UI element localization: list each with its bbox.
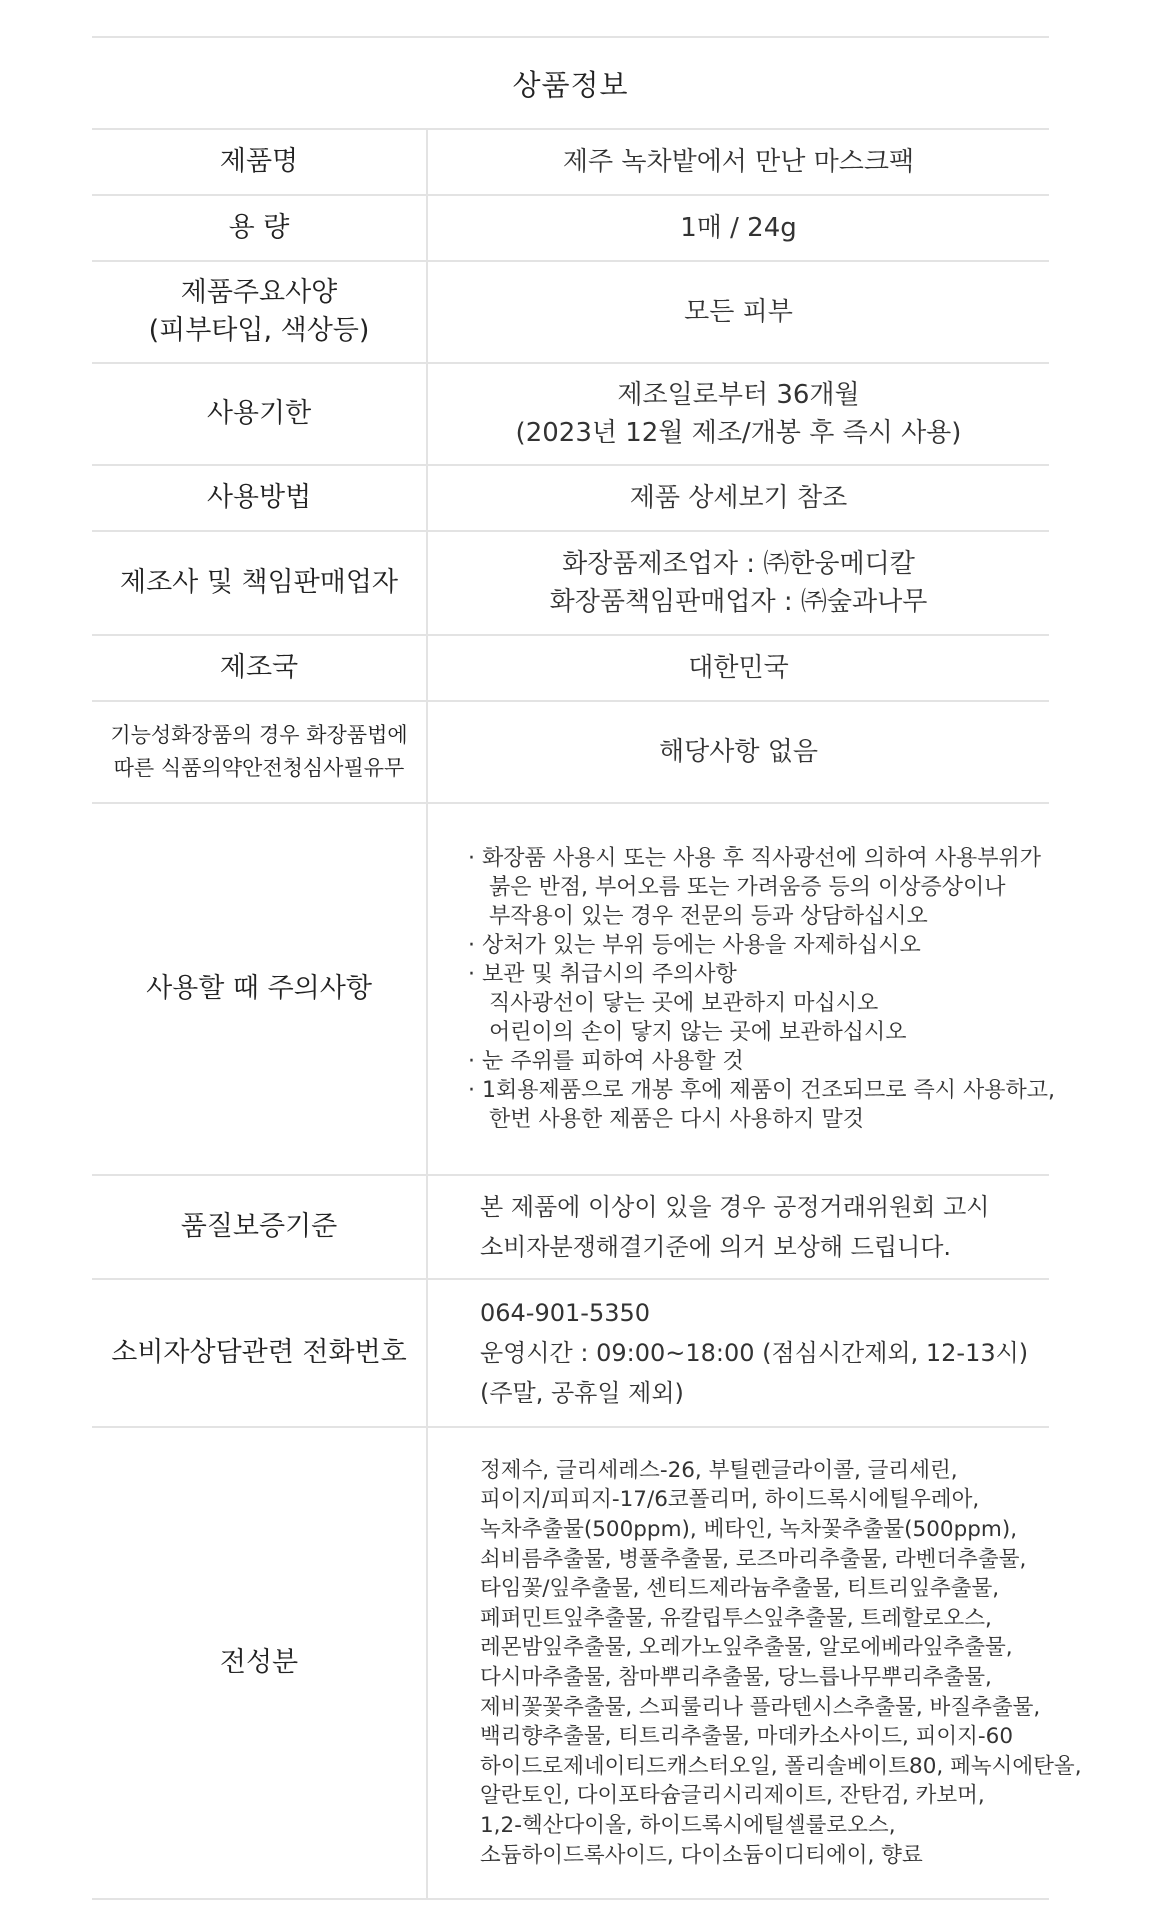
row-label: 사용방법 <box>92 466 428 530</box>
ingredient-line: 녹차추출물(500ppm), 베타인, 녹차꽃추출물(500ppm), <box>480 1517 1018 1543</box>
value-line: 소비자분쟁해결기준에 의거 보상해 드립니다. <box>480 1233 952 1261</box>
value-line: 1매 / 24g <box>680 213 797 243</box>
value-line: (주말, 공휴일 제외) <box>480 1379 684 1407</box>
row-cautions <box>92 804 1055 1176</box>
ingredient-line: 타임꽃/잎추출물, 센티드제라늄추출물, 티트리잎추출물, <box>480 1576 1000 1602</box>
ingredient-line: 하이드로제네이티드캐스터오일, 폴리솔베이트80, 페녹시에탄올, <box>480 1753 1082 1779</box>
value-line: 제주 녹차밭에서 만난 마스크팩 <box>562 147 915 177</box>
row-value <box>428 1428 1082 1898</box>
row-label: 품질보증기준 <box>92 1176 428 1278</box>
row-quality <box>92 1176 1049 1280</box>
product-info-table <box>92 36 1082 1900</box>
row-value <box>428 130 1049 194</box>
row-origin <box>92 636 1049 702</box>
ingredient-line: 페퍼민트잎추출물, 유칼립투스잎추출물, 트레할로오스, <box>480 1605 992 1631</box>
row-value <box>428 262 1049 362</box>
value-line: 제조일로부터 36개월 <box>617 380 860 410</box>
row-volume <box>92 196 1049 262</box>
caution-line: 붉은 반점, 부어오름 또는 가려움증 등의 이상증상이나 <box>468 875 1006 900</box>
row-product-name <box>92 130 1049 196</box>
value-line: 화장품제조업자 : ㈜한웅메디칼 <box>562 549 915 579</box>
ingredient-line: 정제수, 글리세레스-26, 부틸렌글라이콜, 글리세린, <box>480 1457 958 1483</box>
row-value <box>428 196 1049 260</box>
row-label: 기능성화장품의 경우 화장품법에 따른 식품의약안전청심사필유무 <box>92 702 428 802</box>
row-usage <box>92 466 1049 532</box>
row-label: 제조국 <box>92 636 428 700</box>
value-line: 운영시간 : 09:00~18:00 (점심시간제외, 12-13시) <box>480 1339 1029 1367</box>
row-manufacturer <box>92 532 1049 636</box>
ingredient-line: 소듐하이드록사이드, 다이소듐이디티에이, 향료 <box>480 1842 923 1868</box>
caution-line: 어린이의 손이 닿지 않는 곳에 보관하십시오 <box>468 1020 907 1045</box>
row-functional <box>92 702 1049 804</box>
caution-line: · 눈 주위를 피하여 사용할 것 <box>468 1049 744 1074</box>
row-contact <box>92 1280 1049 1428</box>
ingredient-line: 레몬밤잎추출물, 오레가노잎추출물, 알로에베라잎추출물, <box>480 1635 1013 1661</box>
row-label: 사용기한 <box>92 364 428 464</box>
value-line: (2023년 12월 제조/개봉 후 즉시 사용) <box>515 418 962 448</box>
value-line: 제품 상세보기 참조 <box>629 483 848 513</box>
ingredient-line: 쇠비름추출물, 병풀추출물, 로즈마리추출물, 라벤더추출물, <box>480 1546 1027 1572</box>
section-title: 상품정보 <box>92 38 1049 130</box>
ingredient-line: 1,2-헥산다이올, 하이드록시에틸셀룰로오스, <box>480 1812 896 1838</box>
row-label: 용 량 <box>92 196 428 260</box>
row-label: 제품주요사양 (피부타입, 색상등) <box>92 262 428 362</box>
row-expiry <box>92 364 1049 466</box>
row-value <box>428 702 1049 802</box>
caution-line: 직사광선이 닿는 곳에 보관하지 마십시오 <box>468 991 879 1016</box>
caution-line: 부작용이 있는 경우 전문의 등과 상담하십시오 <box>468 904 928 929</box>
row-value <box>428 364 1049 464</box>
ingredient-line: 피이지/피피지-17/6코폴리머, 하이드록시에틸우레아, <box>480 1487 980 1513</box>
value-line: 화장품책임판매업자 : ㈜숲과나무 <box>549 587 928 617</box>
row-value <box>428 1280 1049 1426</box>
row-value <box>428 466 1049 530</box>
caution-line: 한번 사용한 제품은 다시 사용하지 말것 <box>468 1107 864 1132</box>
caution-line: · 화장품 사용시 또는 사용 후 직사광선에 의하여 사용부위가 <box>468 846 1041 871</box>
row-label: 소비자상담관련 전화번호 <box>92 1280 428 1426</box>
row-value <box>428 804 1055 1174</box>
value-line: 본 제품에 이상이 있을 경우 공정거래위원회 고시 <box>480 1193 990 1221</box>
row-label: 사용할 때 주의사항 <box>92 804 428 1174</box>
ingredient-line: 제비꽃꽃추출물, 스피룰리나 플라텐시스추출물, 바질추출물, <box>480 1694 1041 1720</box>
ingredient-line: 다시마추출물, 참마뿌리추출물, 당느릅나무뿌리추출물, <box>480 1665 992 1690</box>
phone-number: 064-901-5350 <box>480 1299 651 1327</box>
row-label: 제조사 및 책임판매업자 <box>92 532 428 634</box>
row-value <box>428 1176 1049 1278</box>
row-ingredients <box>92 1428 1082 1900</box>
ingredient-line: 알란토인, 다이포타슘글리시리제이트, 잔탄검, 카보머, <box>480 1783 985 1809</box>
caution-line: · 1회용제품으로 개봉 후에 제품이 건조되므로 즉시 사용하고, <box>468 1078 1055 1103</box>
row-label: 제품명 <box>92 130 428 194</box>
row-value <box>428 532 1049 634</box>
value-line: 대한민국 <box>688 653 789 683</box>
value-line: 해당사항 없음 <box>659 737 818 767</box>
row-value <box>428 636 1049 700</box>
caution-line: · 보관 및 취급시의 주의사항 <box>468 962 737 987</box>
ingredient-line: 백리향추출물, 티트리추출물, 마데카소사이드, 피이지-60 <box>480 1724 1014 1750</box>
row-specs <box>92 262 1049 364</box>
value-line: 모든 피부 <box>684 297 793 327</box>
caution-line: · 상처가 있는 부위 등에는 사용을 자제하십시오 <box>468 933 921 958</box>
row-label: 전성분 <box>92 1428 428 1898</box>
